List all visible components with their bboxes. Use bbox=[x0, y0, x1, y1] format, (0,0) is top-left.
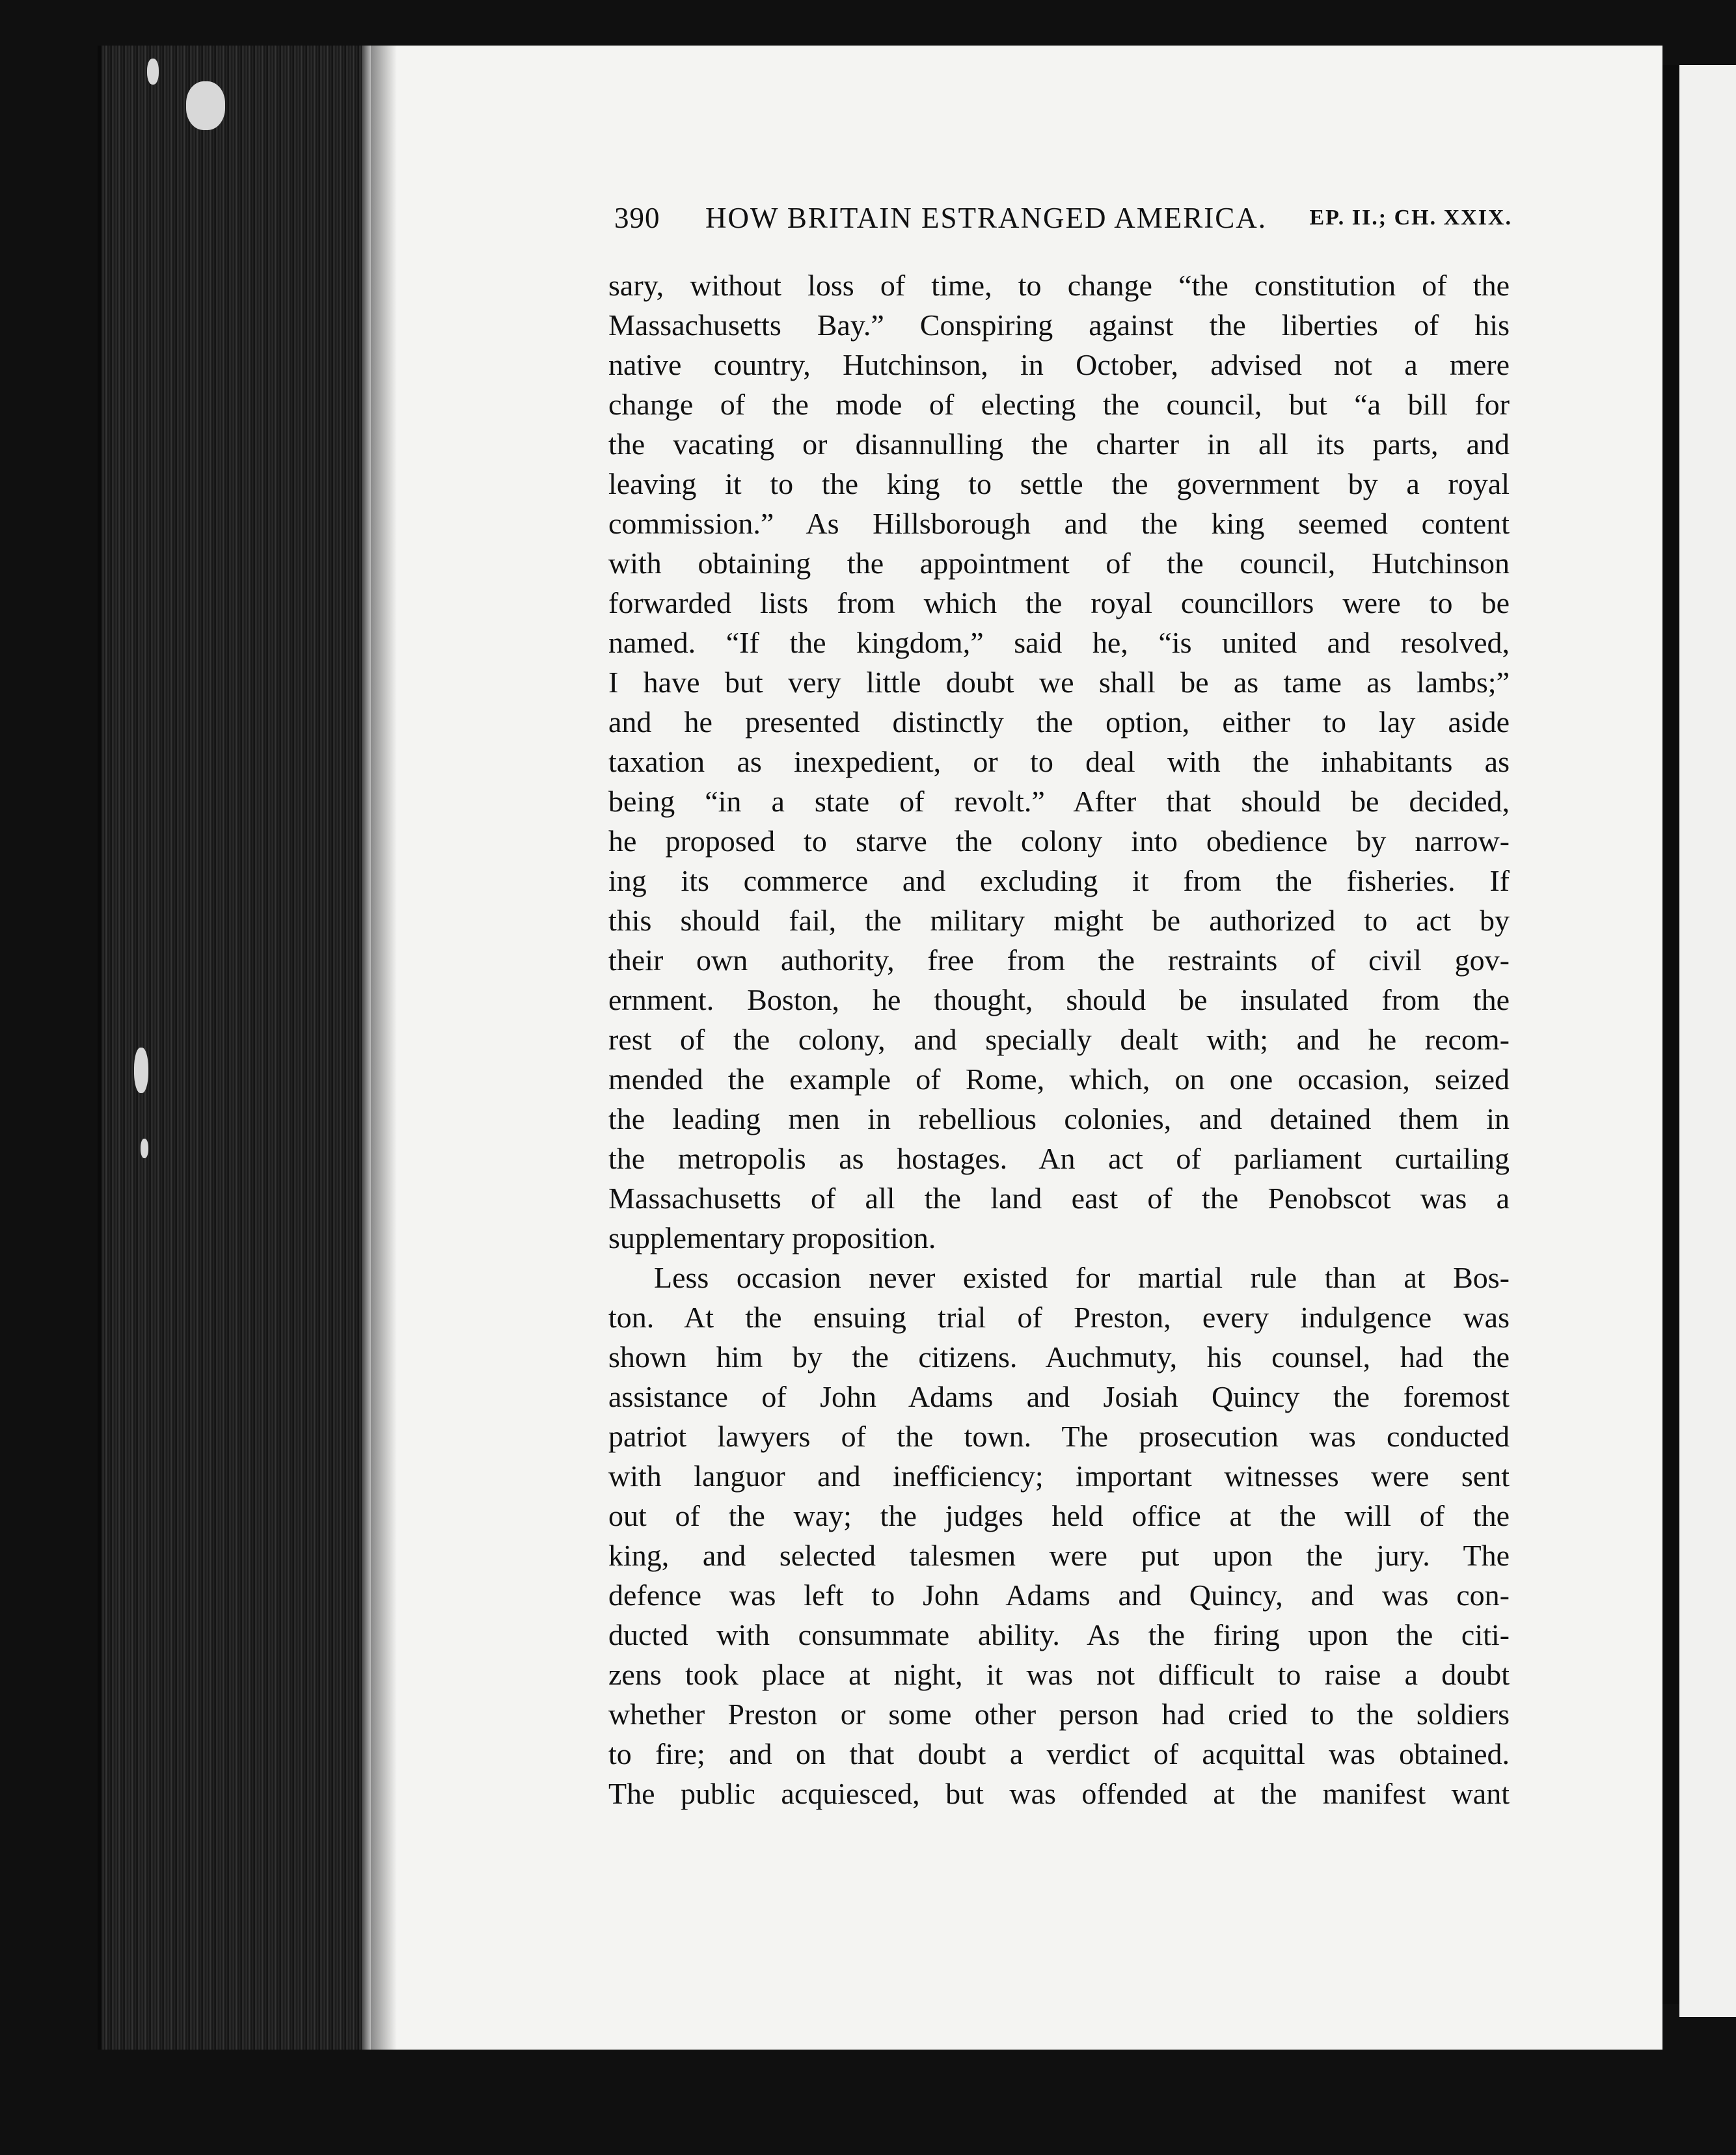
text-line: ing its commerce and excluding it from the fisheries. If bbox=[608, 864, 1510, 897]
text-line: Massachusetts Bay.” Conspiring against the liberties of his bbox=[608, 308, 1510, 342]
text-line: defence was left to John Adams and Quincy, and was con- bbox=[608, 1579, 1510, 1612]
text-line: shown him by the citizens. Auchmuty, his counsel, had the bbox=[608, 1340, 1510, 1374]
text-line: their own authority, free from the restraints of civil gov- bbox=[608, 943, 1510, 977]
text-line: ton. At the ensuing trial of Preston, every indulgence was bbox=[608, 1301, 1510, 1334]
text-line: to fire; and on that doubt a verdict of acquittal was obtained. bbox=[608, 1737, 1510, 1770]
page-divider bbox=[1662, 65, 1679, 2004]
text-line: he proposed to starve the colony into obedience by narrow- bbox=[608, 824, 1510, 858]
paper-fleck bbox=[147, 59, 159, 85]
text-line: change of the mode of electing the council, but “a bill for bbox=[608, 388, 1510, 421]
text-line: patriot lawyers of the town. The prosecution was conducted bbox=[608, 1420, 1510, 1453]
facing-page-edge bbox=[1679, 65, 1736, 2017]
text-line: zens took place at night, it was not difficult to raise a doubt bbox=[608, 1658, 1510, 1691]
running-title: HOW BRITAIN ESTRANGED AMERICA. bbox=[705, 202, 1268, 234]
paper-fleck bbox=[134, 1048, 148, 1093]
text-line: mended the example of Rome, which, on one occasion, seized bbox=[608, 1063, 1510, 1096]
text-line: The public acquiesced, but was offended at the manifest want bbox=[608, 1777, 1510, 1810]
text-line: out of the way; the judges held office at the will of the bbox=[608, 1499, 1510, 1532]
paper-fleck bbox=[141, 1139, 148, 1158]
text-line: leaving it to the king to settle the government by a royal bbox=[608, 467, 1510, 500]
page-number: 390 bbox=[614, 202, 660, 234]
text-line: whether Preston or some other person had cried to the soldiers bbox=[608, 1698, 1510, 1731]
text-line: I have but very little doubt we shall be as tame as lambs;” bbox=[608, 666, 1510, 699]
text-line: rest of the colony, and specially dealt with; and he recom- bbox=[608, 1023, 1510, 1056]
text-line: ernment. Boston, he thought, should be insulated from the bbox=[608, 983, 1510, 1016]
text-line: Massachusetts of all the land east of the Penobscot was a bbox=[608, 1182, 1510, 1215]
text-line: with languor and inefficiency; important witnesses were sent bbox=[608, 1459, 1510, 1493]
text-line: the leading men in rebellious colonies, and detained them in bbox=[608, 1102, 1510, 1135]
text-line: assistance of John Adams and Josiah Quincy the foremost bbox=[608, 1380, 1510, 1413]
text-line: the metropolis as hostages. An act of parliament curtailing bbox=[608, 1142, 1510, 1175]
text-line: supplementary proposition. bbox=[608, 1221, 936, 1254]
paragraph bbox=[608, 265, 1510, 1258]
text-line: the vacating or disannulling the charter in all its parts, and bbox=[608, 427, 1510, 461]
paragraph bbox=[608, 1258, 1510, 1813]
text-line: taxation as inexpedient, or to deal with the inhabitants as bbox=[608, 745, 1510, 778]
text-line: ducted with consummate ability. As the firing upon the citi- bbox=[608, 1618, 1510, 1651]
paper-fleck bbox=[186, 81, 225, 130]
text-line: sary, without loss of time, to change “the constitution of the bbox=[608, 269, 1510, 302]
text-line: native country, Hutchinson, in October, advised not a mere bbox=[608, 348, 1510, 381]
text-line: forwarded lists from which the royal councillors were to be bbox=[608, 586, 1510, 619]
text-line: Less occasion never existed for martial rule than at Bos- bbox=[654, 1261, 1510, 1294]
text-line: named. “If the kingdom,” said he, “is united and resolved, bbox=[608, 626, 1510, 659]
text-line: and he presented distinctly the option, either to lay aside bbox=[608, 705, 1510, 739]
text-line: king, and selected talesmen were put upon the jury. The bbox=[608, 1539, 1510, 1572]
text-line: being “in a state of revolt.” After that should be decided, bbox=[608, 785, 1510, 818]
text-line: with obtaining the appointment of the council, Hutchinson bbox=[608, 547, 1510, 580]
book-fore-edge bbox=[98, 46, 375, 2050]
text-line: this should fail, the military might be authorized to act by bbox=[608, 904, 1510, 937]
text-line: commission.” As Hillsborough and the king seemed content bbox=[608, 507, 1510, 540]
gutter-shadow bbox=[371, 46, 397, 2050]
running-head bbox=[614, 195, 1512, 241]
chapter-reference: EP. II.; CH. XXIX. bbox=[1309, 206, 1512, 230]
page-body bbox=[608, 265, 1510, 1813]
